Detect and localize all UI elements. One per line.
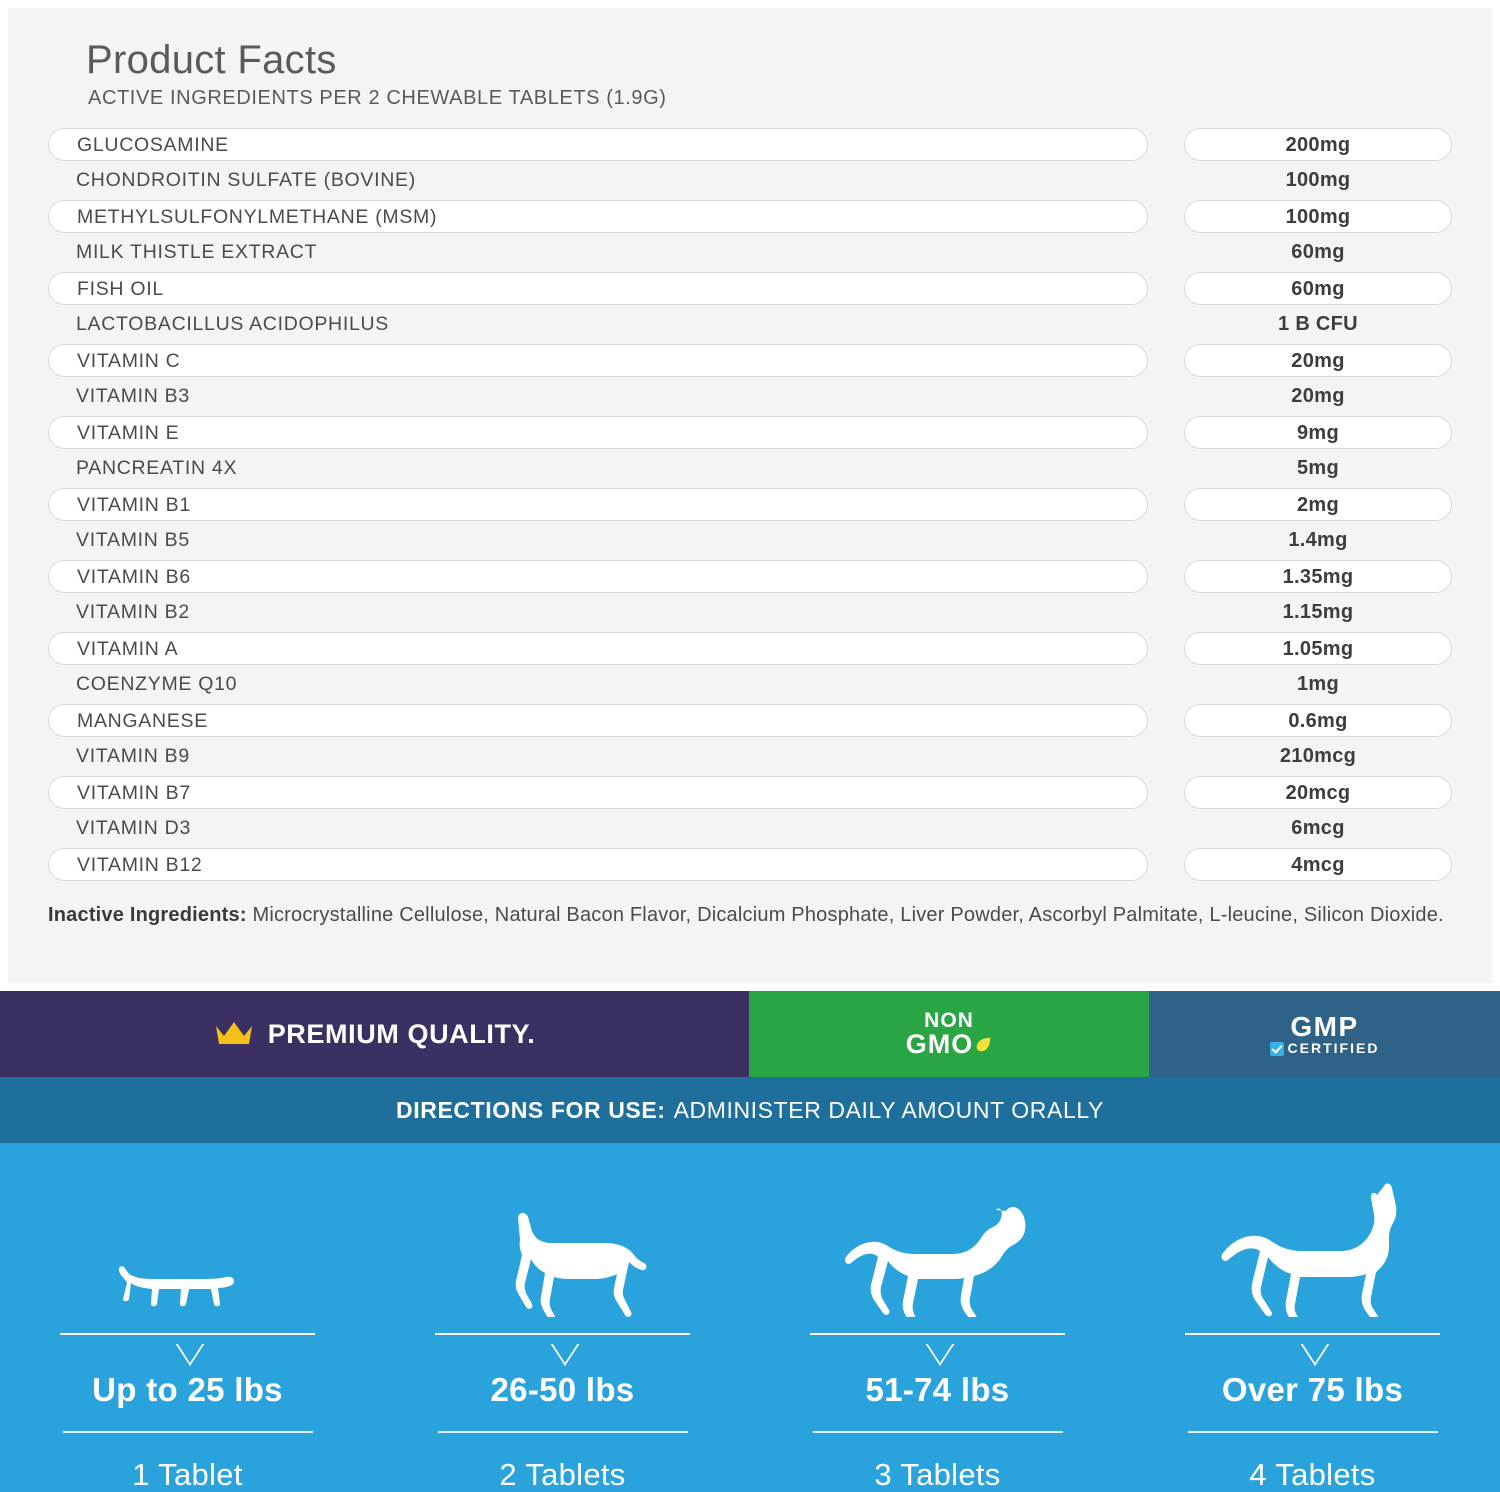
dose-weight: Over 75 lbs (1221, 1371, 1404, 1408)
ingredient-name: VITAMIN C (48, 344, 1148, 377)
table-row (48, 162, 1452, 198)
table-row (48, 666, 1452, 702)
table-row (48, 234, 1452, 270)
table-row (48, 378, 1452, 414)
dose-column (750, 1143, 1125, 1492)
ingredient-name: VITAMIN B7 (48, 776, 1148, 809)
ingredient-name: COENZYME Q10 (76, 672, 238, 695)
divider (438, 1431, 688, 1433)
ingredient-amount: 60mg (1291, 240, 1345, 263)
badge-nongmo-line1: NON (924, 1009, 974, 1032)
ingredient-amount: 1.35mg (1184, 560, 1452, 593)
ingredient-amount: 6mcg (1291, 816, 1345, 839)
ingredient-amount: 9mg (1184, 416, 1452, 449)
ingredient-amount: 4mcg (1184, 848, 1452, 881)
ingredient-amount: 60mg (1184, 272, 1452, 305)
small-dog-icon (113, 1167, 263, 1317)
page-title: Product Facts (86, 38, 337, 82)
leaf-icon (975, 1036, 992, 1053)
ingredient-name: VITAMIN B6 (48, 560, 1148, 593)
table-row (48, 846, 1452, 882)
dose-weight: 26-50 lbs (490, 1371, 635, 1408)
badge-strip (0, 991, 1500, 1077)
product-facts-panel (8, 8, 1492, 983)
ingredient-name: VITAMIN B1 (48, 488, 1148, 521)
ingredient-name: LACTOBACILLUS ACIDOPHILUS (76, 312, 389, 335)
xlarge-dog-icon (1208, 1167, 1418, 1317)
ingredient-amount: 1.15mg (1282, 600, 1354, 623)
ingredient-amount: 5mg (1296, 456, 1340, 479)
divider (1188, 1431, 1438, 1433)
badge-gmp-certified-text: CERTIFIED (1287, 1040, 1380, 1057)
ingredient-name: VITAMIN B12 (48, 848, 1148, 881)
badge-nongmo-text: GMO (905, 1029, 974, 1059)
divider (63, 1431, 313, 1433)
table-row (48, 126, 1452, 162)
divider (813, 1431, 1063, 1433)
dose-tablets: 1 Tablet (132, 1457, 243, 1492)
table-row (48, 810, 1452, 846)
table-row (48, 630, 1452, 666)
directions-section (0, 1077, 1500, 1492)
badge-premium-quality (0, 991, 749, 1077)
ingredient-name: MILK THISTLE EXTRACT (76, 240, 318, 263)
ingredients-table (48, 126, 1452, 882)
ingredient-name: VITAMIN E (48, 416, 1148, 449)
ingredient-name: FISH OIL (48, 272, 1148, 305)
dose-tablets: 2 Tablets (499, 1457, 626, 1492)
ingredient-name: VITAMIN B2 (76, 600, 190, 623)
ingredient-name: VITAMIN B5 (76, 528, 190, 551)
dose-weight: 51-74 lbs (865, 1371, 1010, 1408)
table-row (48, 486, 1452, 522)
dosing-chart (0, 1143, 1500, 1492)
badge-nongmo-line2 (906, 1031, 993, 1058)
badge-premium-label: PREMIUM QUALITY. (267, 1018, 536, 1049)
dose-tablets: 4 Tablets (1249, 1457, 1376, 1492)
ingredient-name: PANCREATIN 4X (76, 456, 238, 479)
ingredient-name: VITAMIN D3 (76, 816, 191, 839)
inactive-ingredients-text: Microcrystalline Cellulose, Natural Bacon Flavor, Dicalcium Phosphate, Liver Powder, Ascorbyl Palmitate, L-leucine, Silicon Dioxide. (246, 904, 1444, 926)
directions-text: ADMINISTER DAILY AMOUNT ORALLY (673, 1096, 1104, 1123)
pointer-line (1185, 1333, 1440, 1349)
facts-subtitle: ACTIVE INGREDIENTS PER 2 CHEWABLE TABLETS (1.9G) (88, 87, 667, 109)
ingredient-amount: 20mg (1184, 344, 1452, 377)
table-row (48, 702, 1452, 738)
ingredient-amount: 20mg (1291, 384, 1345, 407)
ingredient-amount: 1 B CFU (1278, 312, 1358, 335)
dose-column (1125, 1143, 1500, 1492)
table-row (48, 414, 1452, 450)
dose-tablets: 3 Tablets (874, 1457, 1001, 1492)
ingredient-name: METHYLSULFONYLMETHANE (MSM) (48, 200, 1148, 233)
table-row (48, 594, 1452, 630)
directions-label: DIRECTIONS FOR USE: (396, 1096, 666, 1123)
dose-column (375, 1143, 750, 1492)
badge-gmp-line1: GMP (1290, 1010, 1359, 1042)
ingredient-name: VITAMIN B3 (76, 384, 190, 407)
table-row (48, 198, 1452, 234)
ingredient-name: VITAMIN A (48, 632, 1148, 665)
ingredient-name: VITAMIN B9 (76, 744, 190, 767)
table-row (48, 450, 1452, 486)
ingredient-name: CHONDROITIN SULFATE (BOVINE) (76, 168, 416, 191)
table-row (48, 522, 1452, 558)
inactive-ingredients (48, 900, 1452, 930)
ingredient-amount: 1mg (1296, 672, 1340, 695)
table-row (48, 558, 1452, 594)
table-row (48, 774, 1452, 810)
crown-icon (214, 1020, 254, 1048)
large-dog-icon (838, 1167, 1038, 1317)
check-icon (1270, 1042, 1284, 1056)
ingredient-amount: 0.6mg (1184, 704, 1452, 737)
table-row (48, 738, 1452, 774)
ingredient-amount: 1.4mg (1288, 528, 1348, 551)
table-row (48, 270, 1452, 306)
table-row (48, 306, 1452, 342)
pointer-line (810, 1333, 1065, 1349)
ingredient-name: GLUCOSAMINE (48, 128, 1148, 161)
ingredient-amount: 210mcg (1279, 744, 1357, 767)
medium-dog-icon (478, 1167, 648, 1317)
ingredient-amount: 100mg (1285, 168, 1351, 191)
ingredient-amount: 1.05mg (1184, 632, 1452, 665)
badge-non-gmo (749, 991, 1149, 1077)
ingredient-amount: 20mcg (1184, 776, 1452, 809)
badge-gmp-certified (1149, 991, 1500, 1077)
inactive-ingredients-label: Inactive Ingredients: (48, 904, 247, 926)
pointer-line (60, 1333, 315, 1349)
badge-gmp-line2 (1270, 1041, 1380, 1056)
table-row (48, 342, 1452, 378)
pointer-line (435, 1333, 690, 1349)
ingredient-amount: 200mg (1184, 128, 1452, 161)
directions-bar (0, 1077, 1500, 1143)
ingredient-name: MANGANESE (48, 704, 1148, 737)
ingredient-amount: 100mg (1184, 200, 1452, 233)
dose-weight: Up to 25 lbs (92, 1371, 283, 1408)
dose-column (0, 1143, 375, 1492)
ingredient-amount: 2mg (1184, 488, 1452, 521)
